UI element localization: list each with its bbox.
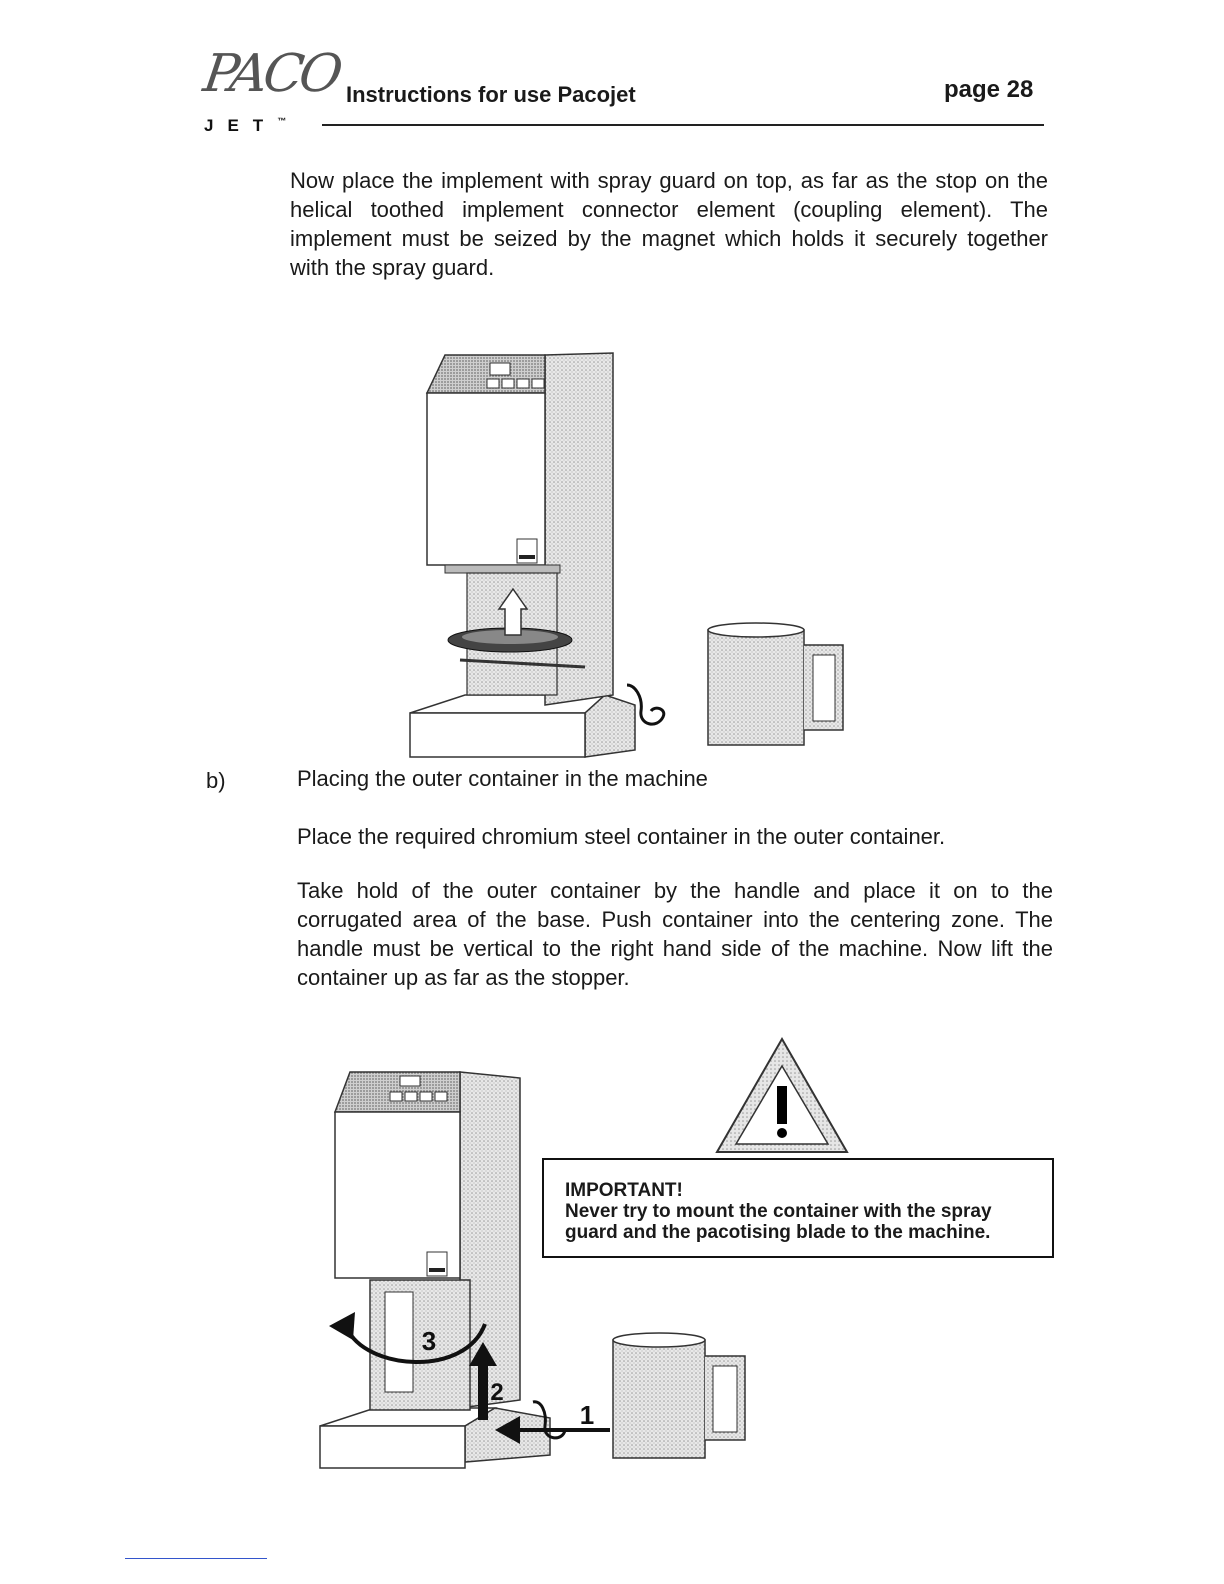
logo-script-text: PACO [199,44,343,104]
logo-jet-letters: JET [204,116,278,135]
footer-rule [125,1558,267,1559]
step-2-label: 2 [490,1379,504,1406]
step-1-label: 1 [579,1400,595,1430]
section-label: b) [206,768,226,793]
page-number: page 28 [944,76,1034,103]
notice-body: Never try to mount the container with the spray guard and the pacotising blade to the machine. [565,1201,992,1243]
section-paragraph-2: Take hold of the outer container by the handle and place it on to the corrugated area of the base. Push container into the centering zone. The handle must be vertical to the right hand side of the machine. Now lift the container up as far as the stopper. [297,878,1053,990]
header-rule [322,124,1044,126]
section-paragraph-1: Place the required chromium steel container in the outer container. [297,824,946,849]
document-title: Instructions for use Pacojet [346,82,636,107]
intro-paragraph: Now place the implement with spray guard on top, as far as the stop on the helical toothed implement connector element (coupling element). The implement must be seized by the magnet which holds it securely together with the spray guard. [290,168,1048,280]
container-placement-illustration [315,1060,755,1480]
outer-container [708,623,843,745]
machine-base [410,695,635,757]
outer-container [613,1333,745,1458]
outer-container-in-machine [370,1280,470,1410]
section-title: Placing the outer container in the machine [297,766,708,791]
machine-implement-illustration [405,345,855,765]
trademark-mark: ™ [277,116,287,126]
pacojet-logo [199,44,343,154]
logo-jet-text [204,116,286,136]
step-3-label: 3 [421,1326,437,1356]
notice-heading: IMPORTANT! [565,1180,683,1201]
